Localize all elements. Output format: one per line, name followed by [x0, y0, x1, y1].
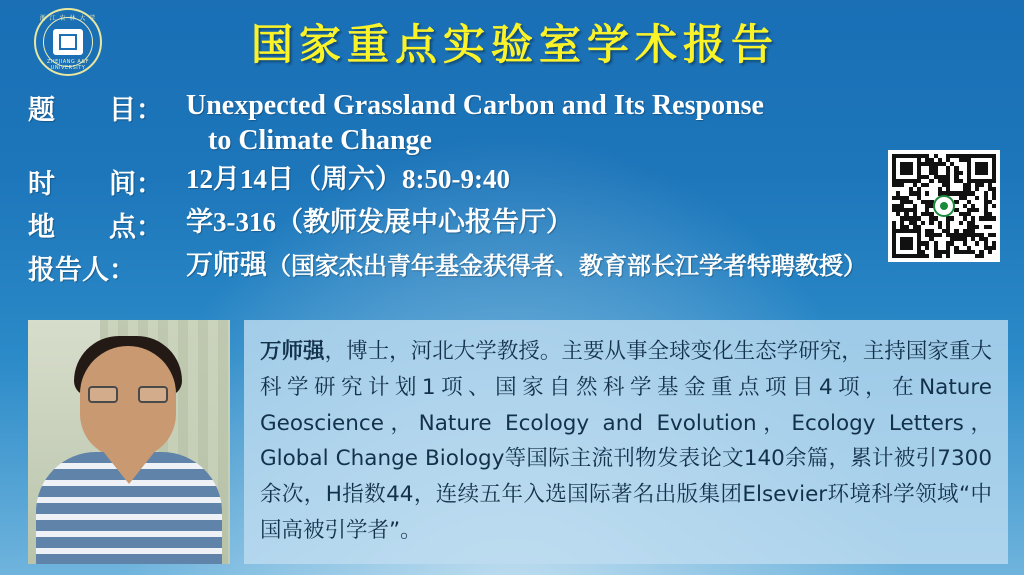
glasses-icon: [88, 386, 168, 404]
university-logo-icon: [34, 8, 102, 76]
logo-inner-mark: [53, 29, 83, 55]
topic-label: 题 目：: [28, 95, 163, 126]
speaker-label: 报告人：: [28, 255, 136, 286]
info-row-time: [28, 162, 1008, 201]
topic-line-2: to Climate Change: [208, 125, 432, 156]
time-label: 时 间：: [28, 169, 163, 200]
qr-code[interactable]: [888, 150, 1000, 262]
logo-bottom-text: ZHEJIANG A&F UNIVERSITY: [46, 59, 90, 71]
logo-top-text: 浙 江 农 林 大 学: [39, 15, 97, 22]
topic-value: [186, 88, 1008, 158]
topic-line-1: Unexpected Grassland Carbon and Its Response: [186, 90, 764, 121]
speaker-bio-panel: [244, 320, 1008, 564]
page-title: 国家重点实验室学术报告: [250, 20, 779, 69]
speaker-titles: （国家杰出青年基金获得者、教育部长江学者特聘教授）: [267, 252, 867, 280]
place-label: 地 点：: [28, 212, 163, 243]
info-row-speaker: [28, 248, 1008, 287]
info-block: [28, 88, 1008, 291]
speaker-name: 万师强: [186, 250, 267, 281]
qr-center-logo-icon: [933, 195, 955, 217]
time-value: 12月14日（周六）8:50-9:40: [186, 164, 510, 194]
place-value: 学3-316（教师发展中心报告厅）: [186, 207, 573, 237]
poster-header: [0, 0, 1024, 84]
bio-text: ，博士，河北大学教授。主要从事全球变化生态学研究，主持国家重大科学研究计划1项、国家自然科学基金重点项目4项，在Nature Geoscience，Nature Ecology and Evolution，Ecology Letters，Global Change Biology等国际主流刊物发表论文140余篇，累计被引7300余次，H指数44，连续五年入选国际著名出版集团Elsevier环境科学领域“中国高被引学者”。: [260, 339, 992, 544]
speaker-portrait: [28, 320, 230, 564]
info-row-place: [28, 205, 1008, 244]
qr-code-canvas: [892, 154, 996, 258]
speaker-value: [186, 248, 1008, 284]
info-row-topic: [28, 88, 1008, 158]
bio-name: 万师强: [260, 339, 325, 364]
